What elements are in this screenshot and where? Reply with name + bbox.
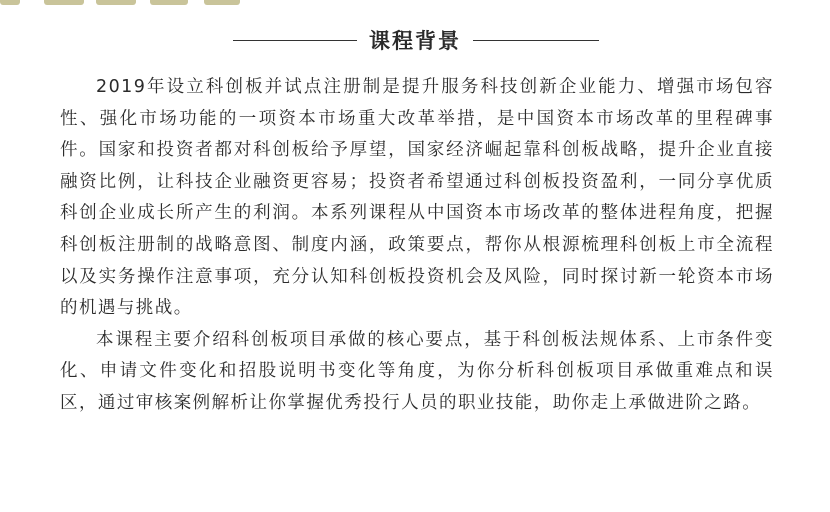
paragraph-course-focus: 本课程主要介绍科创板项目承做的核心要点，基于科创板法规体系、上市条件变化、申请文件变化和招股说明书变化等角度，为你分析科创板项目承做重难点和误区，通过审核案例解析让你掌握优秀投行人员的职业技能，助你走上承做进阶之路。 bbox=[60, 329, 774, 413]
decoration-bar bbox=[204, 0, 240, 5]
decoration-bar bbox=[150, 0, 188, 5]
top-decoration bbox=[0, 0, 260, 6]
header-rule-right bbox=[473, 40, 599, 41]
course-background-text bbox=[60, 72, 774, 420]
decoration-bar bbox=[0, 0, 20, 5]
decoration-bar bbox=[96, 0, 136, 5]
section-header bbox=[0, 26, 830, 56]
decoration-bar bbox=[44, 0, 84, 5]
section-title: 课程背景 bbox=[369, 29, 461, 53]
paragraph-intro: 2019年设立科创板并试点注册制是提升服务科技创新企业能力、增强市场包容性、强化市场功能的一项资本市场重大改革举措，是中国资本市场改革的里程碑事件。国家和投资者都对科创板给予厚望，国家经济崛起靠科创板战略，提升企业直接融资比例，让科技企业融资更容易；投资者希望通过科创板投资盈利，一同分享优质科创企业成长所产生的利润。本系列课程从中国资本市场改革的整体进程角度，把握科创板注册制的战略意图、制度内涵，政策要点，帮你从根源梳理科创板上市全流程以及实务操作注意事项，充分认知科创板投资机会及风险，同时探讨新一轮资本市场的机遇与挑战。 bbox=[60, 77, 774, 319]
header-rule-left bbox=[233, 40, 357, 41]
